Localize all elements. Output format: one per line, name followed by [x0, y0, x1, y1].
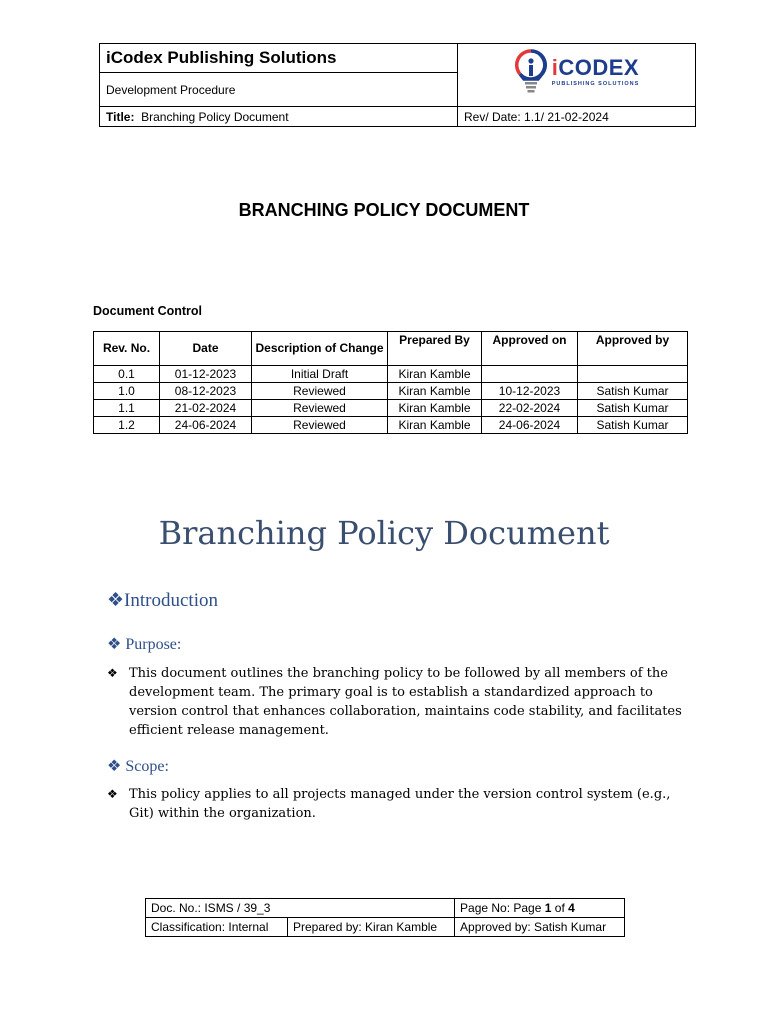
diamond-bullet-icon: ❖ — [107, 758, 122, 775]
document-heading: Branching Policy Document — [158, 514, 610, 552]
company-logo — [514, 48, 640, 98]
table-row — [94, 383, 688, 400]
table-row — [94, 366, 688, 383]
logo-tagline: PUBLISHING SOLUTIONS — [551, 81, 640, 88]
table-cell: 1.1 — [94, 400, 160, 417]
section-scope-title: Scope: — [125, 758, 169, 775]
logo-name: CODEX — [558, 55, 640, 81]
table-cell: Satish Kumar — [578, 400, 688, 417]
section-scope — [107, 756, 169, 776]
col-header: Rev. No. — [94, 332, 160, 366]
page-number — [455, 899, 625, 918]
classification: Classification: Internal — [146, 918, 288, 937]
table-cell: 08-12-2023 — [160, 383, 252, 400]
diamond-bullet-icon: ❖ — [107, 787, 118, 801]
table-header-row — [94, 332, 688, 366]
section-introduction — [107, 589, 218, 612]
table-cell: Kiran Kamble — [388, 383, 482, 400]
footer-table — [145, 898, 625, 937]
title-label: Title: — [106, 109, 135, 124]
table-cell: 10-12-2023 — [482, 383, 578, 400]
table-cell: 1.2 — [94, 417, 160, 434]
table-cell: 24-06-2024 — [160, 417, 252, 434]
table-cell: Kiran Kamble — [388, 366, 482, 383]
table-cell: 24-06-2024 — [482, 417, 578, 434]
logo-letter-i: i — [551, 55, 559, 81]
rev-date: Rev/ Date: 1.1/ 21-02-2024 — [458, 107, 696, 127]
col-header: Approved by — [578, 332, 688, 366]
document-control-label: Document Control — [93, 304, 203, 318]
table-cell: Initial Draft — [252, 366, 388, 383]
col-header: Description of Change — [252, 332, 388, 366]
company-name: iCodex Publishing Solutions — [100, 44, 458, 73]
procedure-name: Development Procedure — [100, 73, 458, 107]
col-header: Approved on — [482, 332, 578, 366]
table-cell: 22-02-2024 — [482, 400, 578, 417]
scope-text: This policy applies to all projects managed under the version control system (e.g., Git) within the organization. — [129, 787, 671, 821]
table-cell: 21-02-2024 — [160, 400, 252, 417]
table-cell: Satish Kumar — [578, 383, 688, 400]
page-of: of — [551, 901, 569, 915]
scope-bullet — [107, 785, 689, 823]
diamond-bullet-icon: ❖ — [107, 666, 118, 680]
col-header: Date — [160, 332, 252, 366]
diamond-bullet-icon: ❖ — [107, 590, 125, 611]
title-value: Branching Policy Document — [141, 109, 289, 124]
page-total: 4 — [568, 901, 575, 915]
table-cell: 0.1 — [94, 366, 160, 383]
document-control-table — [93, 331, 688, 434]
table-cell: Reviewed — [252, 400, 388, 417]
col-header: Prepared By — [388, 332, 482, 366]
lightbulb-logo-icon — [514, 48, 548, 98]
prepared-by: Prepared by: Kiran Kamble — [288, 918, 455, 937]
table-cell: Kiran Kamble — [388, 400, 482, 417]
diamond-bullet-icon: ❖ — [107, 636, 122, 653]
page-label: Page No: Page — [460, 901, 545, 915]
table-cell: Satish Kumar — [578, 417, 688, 434]
section-purpose — [107, 634, 181, 654]
table-row — [94, 417, 688, 434]
header-table — [99, 43, 696, 127]
purpose-text: This document outlines the branching policy to be followed by all members of the development team. The primary goal is to establish a standardized approach to version control that enhances collaboration, maintains code stability, and facilitates efficient release management. — [129, 666, 682, 738]
table-cell: 01-12-2023 — [160, 366, 252, 383]
table-cell — [578, 366, 688, 383]
section-purpose-title: Purpose: — [125, 636, 182, 653]
table-cell: 1.0 — [94, 383, 160, 400]
table-cell: Reviewed — [252, 417, 388, 434]
table-cell — [482, 366, 578, 383]
table-cell: Reviewed — [252, 383, 388, 400]
table-row — [94, 400, 688, 417]
title-cell — [100, 107, 458, 127]
main-title: BRANCHING POLICY DOCUMENT — [238, 200, 530, 220]
approved-by: Approved by: Satish Kumar — [455, 918, 625, 937]
page-current: 1 — [544, 901, 552, 915]
section-introduction-title: Introduction — [124, 590, 218, 611]
table-cell: Kiran Kamble — [388, 417, 482, 434]
doc-number: Doc. No.: ISMS / 39_3 — [146, 899, 455, 918]
purpose-bullet — [107, 664, 689, 740]
logo-cell — [458, 44, 696, 107]
